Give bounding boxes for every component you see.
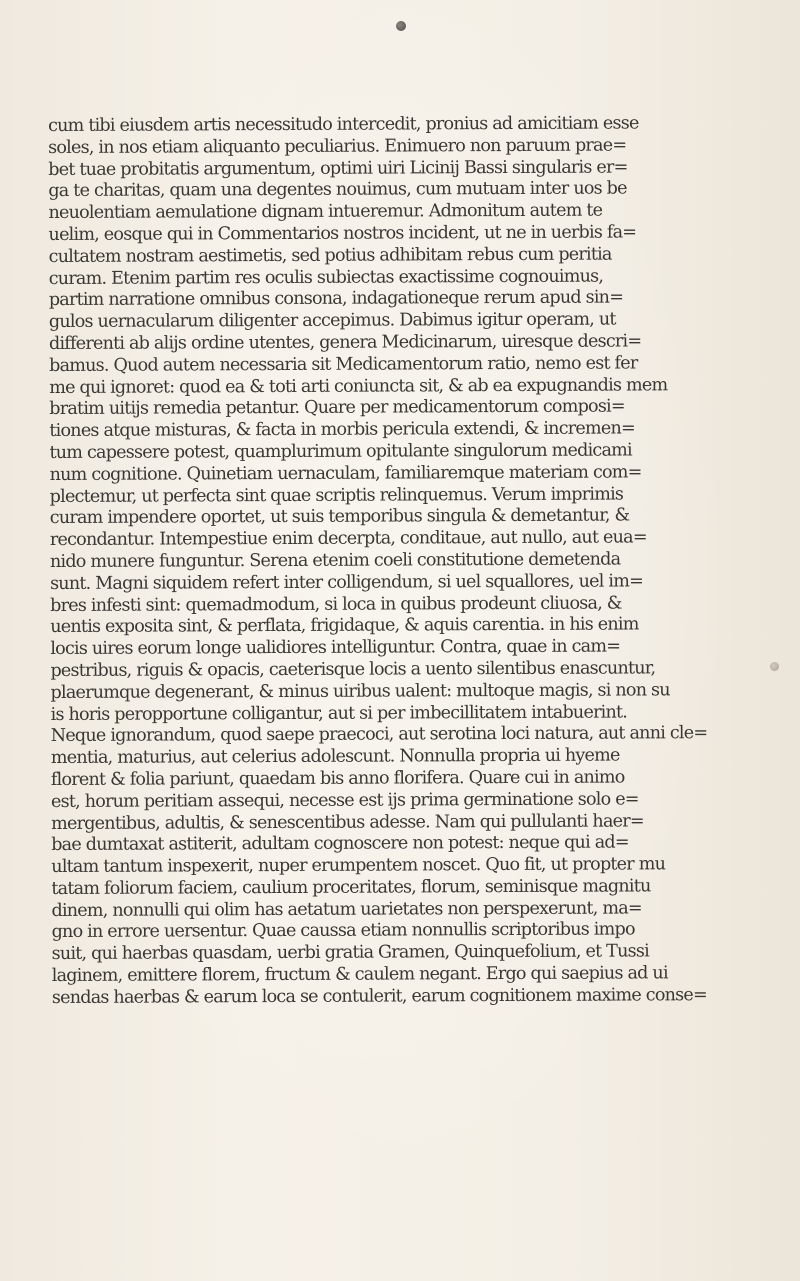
text-line: laginem, emittere florem, fructum & caulem negant. Ergo qui saepius ad ui <box>51 963 668 987</box>
text-line: locis uires eorum longe ualidiores intelliguntur. Contra, quae in cam= <box>50 636 621 660</box>
text-line: plaerumque degenerant, & minus uiribus ualent: multoque magis, si non su <box>50 680 670 703</box>
text-line: tum capessere potest, quamplurimum opitulante singulorum medicami <box>49 440 632 463</box>
text-line: bet tuae probitatis argumentum, optimi uiri Licinij Bassi singularis er= <box>48 157 628 180</box>
text-line: tiones atque misturas, & facta in morbis pericula extendi, & incremen= <box>49 418 635 442</box>
text-line: bratim uitijs remedia petantur. Quare per medicamentorum composi= <box>49 396 625 420</box>
text-line: cultatem nostram aestimetis, sed potius adhibitam rebus cum peritia <box>48 244 612 267</box>
text-line: neuolentiam aemulatione dignam intueremur. Admonitum autem te <box>48 200 603 224</box>
text-line: dinem, nonnulli qui olim has aetatum uarietates non perspexerunt, ma= <box>51 898 642 921</box>
text-line: sunt. Magni siquidem refert inter colligendum, si uel squallores, uel im= <box>49 571 644 594</box>
latin-text-block <box>48 113 768 1010</box>
text-line: Neque ignorandum, quod saepe praecoci, aut serotina loci natura, aut anni cle= <box>50 723 708 747</box>
binding-hole-mark <box>396 21 406 31</box>
text-line: florent & folia pariunt, quaedam bis anno florifera. Quare cui in animo <box>50 767 625 790</box>
text-line: est, horum peritiam assequi, necesse est ijs prima germinatione solo e= <box>50 789 639 812</box>
text-line: num cognitione. Quinetiam uernaculam, familiaremque materiam com= <box>49 462 642 485</box>
text-line: mergentibus, adultis, & senescentibus adesse. Nam qui pullulanti haer= <box>51 810 644 834</box>
text-line: uelim, eosque qui in Commentarios nostros incident, ut ne in uerbis fa= <box>48 222 637 245</box>
text-line: partim narratione omnibus consona, indagationeque rerum apud sin= <box>48 287 624 311</box>
text-line: ultam tantum inspexerit, nuper erumpentem noscet. Quo fit, ut propter mu <box>51 854 666 878</box>
text-line: gulos uernacularum diligenter accepimus. Dabimus igitur operam, ut <box>48 309 616 333</box>
text-line: cum tibi eiusdem artis necessitudo intercedit, pronius ad amicitiam esse <box>48 113 639 136</box>
text-line: curam impendere oportet, ut suis temporibus singula & demetantur, & <box>49 505 630 529</box>
text-line: pestribus, riguis & opacis, caeterisque locis a uento silentibus enascuntur, <box>50 658 656 681</box>
text-line: sendas haerbas & earum loca se contulerit, earum cognitionem maxime conse= <box>51 985 707 1008</box>
text-line: gno in errore uersentur. Quae caussa etiam nonnullis scriptoribus impo <box>51 919 635 943</box>
paper-spot-mark <box>770 662 779 671</box>
text-line: uentis exposita sint, & perflata, frigidaque, & aquis carentia. in his enim <box>50 614 639 638</box>
text-line: ga te charitas, quam una degentes nouimus, cum mutuam inter uos be <box>48 178 627 202</box>
text-line: is horis peropportune colligantur, aut si per imbecillitatem intabuerint. <box>50 701 628 725</box>
text-line: mentia, maturius, aut celerius adolescunt. Nonnulla propria ui hyeme <box>50 745 620 769</box>
text-line: plectemur, ut perfecta sint quae scriptis relinquemus. Verum imprimis <box>49 484 624 507</box>
text-line: bae dumtaxat astiterit, adultam cognoscere non potest: neque qui ad= <box>51 832 629 856</box>
text-line: curam. Etenim partim res oculis subiectas exactissime cognouimus, <box>48 266 604 289</box>
text-line: bres infesti sint: quemadmodum, si loca in quibus prodeunt cliuosa, & <box>50 593 622 616</box>
text-line: bamus. Quod autem necessaria sit Medicamentorum ratio, nemo est fer <box>49 353 638 376</box>
text-line: suit, qui haerbas quasdam, uerbi gratia Gramen, Quinquefolium, et Tussi <box>51 941 649 965</box>
text-line: nido munere funguntur. Serena etenim coeli constitutione demetenda <box>49 549 621 572</box>
text-line: tatam foliorum faciem, caulium proceritates, florum, seminisque magnitu <box>51 876 651 899</box>
text-line: recondantur. Intempestiue enim decerpta, conditaue, aut nullo, aut eua= <box>49 527 647 551</box>
text-line: differenti ab alijs ordine utentes, genera Medicinarum, uiresque descri= <box>48 331 642 354</box>
text-line: me qui ignoret: quod ea & toti arti coniuncta sit, & ab ea expugnandis mem <box>49 374 668 398</box>
text-line: soles, in nos etiam aliquanto peculiarius. Enimuero non paruum prae= <box>48 135 627 158</box>
